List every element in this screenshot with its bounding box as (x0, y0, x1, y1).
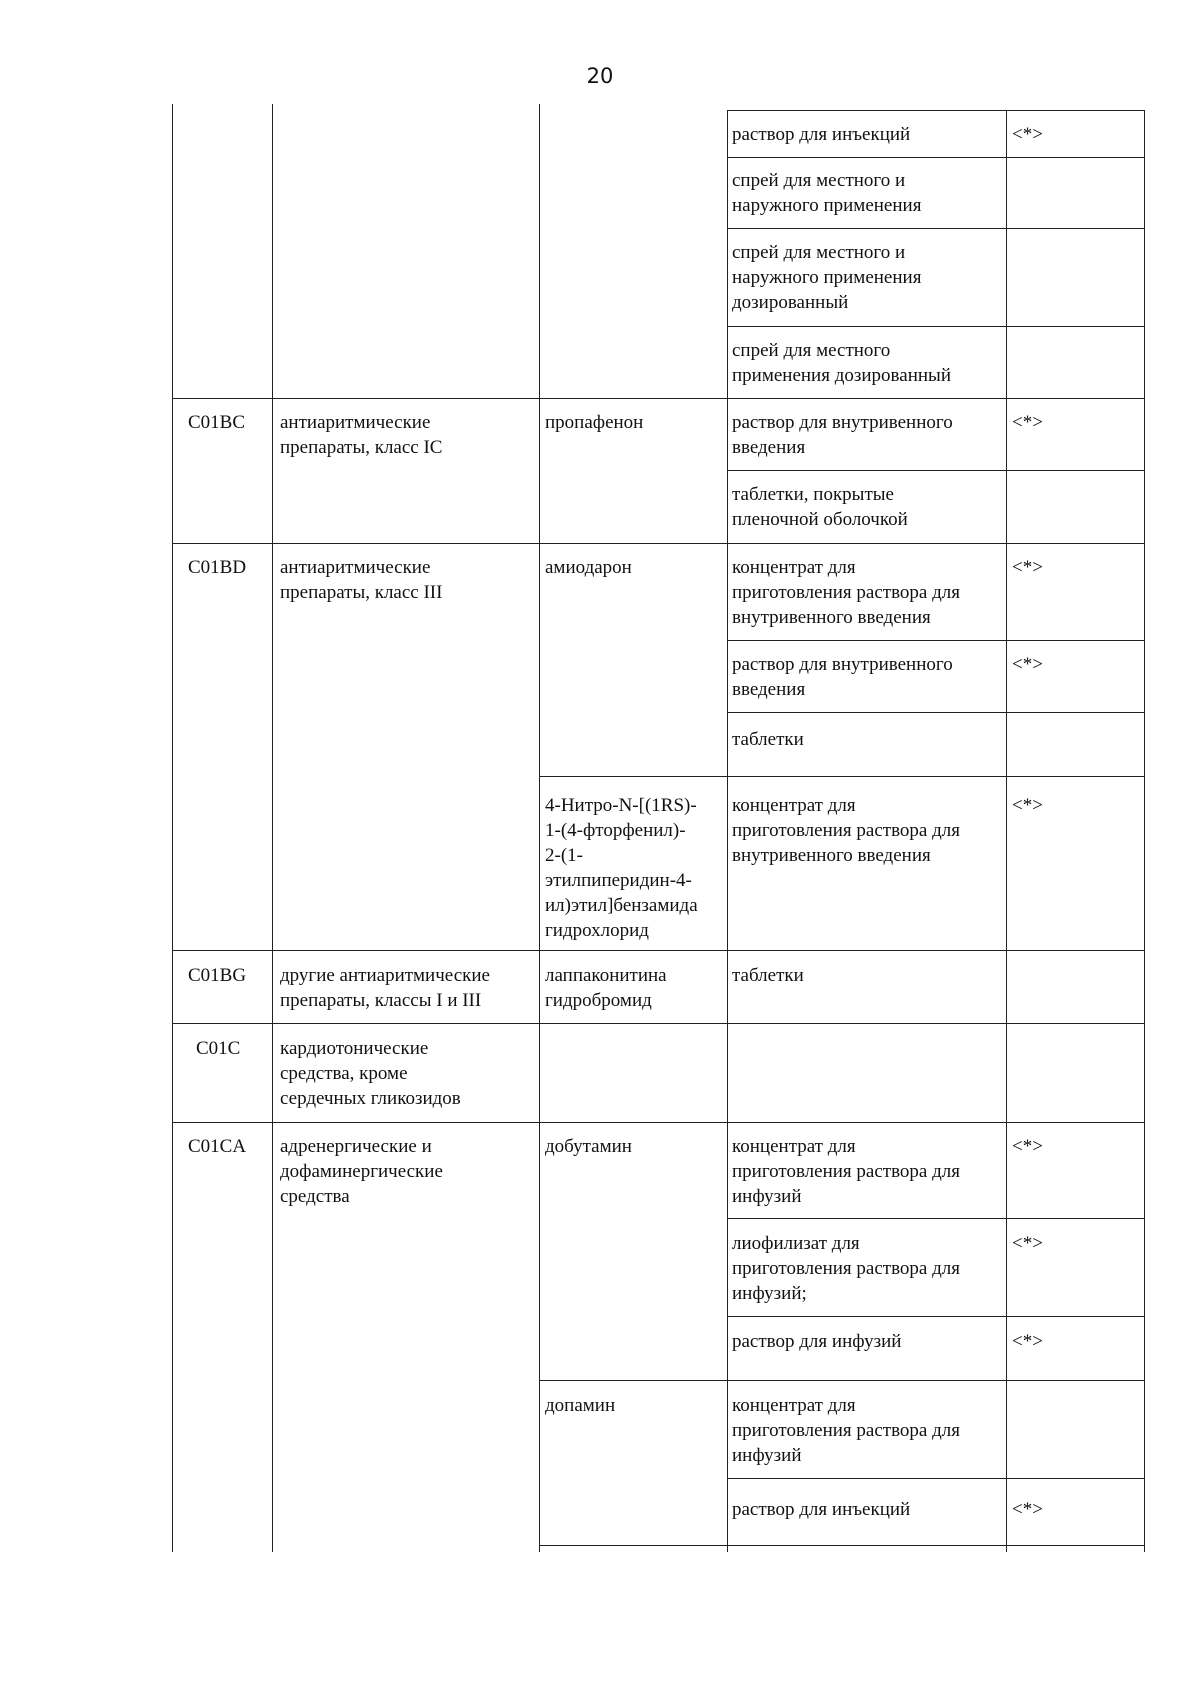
prescription-mark: <*> (1012, 1136, 1043, 1157)
table-line (539, 1545, 1144, 1546)
prescription-mark: <*> (1012, 124, 1043, 145)
atc-code: C01BG (188, 965, 247, 986)
prescription-mark: <*> (1012, 557, 1043, 578)
page-number: 20 (586, 64, 614, 88)
dosage-form: раствор для внутривенного введения (732, 412, 953, 458)
dosage-form: концентрат для приготовления раствора для инфузий (732, 1395, 960, 1466)
table-line (172, 104, 173, 1552)
table-line (172, 950, 1144, 951)
atc-group: адренергические и дофаминергические средства (280, 1136, 443, 1207)
table-line (727, 326, 1144, 327)
atc-group: антиаритмические препараты, класс IC (280, 412, 443, 458)
table-line (727, 1478, 1144, 1479)
drug-name: амиодарон (545, 557, 632, 578)
prescription-mark: <*> (1012, 795, 1043, 816)
drug-name: добутамин (545, 1136, 632, 1157)
dosage-form: таблетки (732, 965, 804, 986)
dosage-form: раствор для внутривенного введения (732, 654, 953, 700)
dosage-form: таблетки, покрытые пленочной оболочкой (732, 484, 908, 530)
table-line (727, 1316, 1144, 1317)
table-line (727, 1218, 1144, 1219)
dosage-form: лиофилизат для приготовления раствора для инфузий; (732, 1233, 960, 1304)
dosage-form: спрей для местного и наружного применения (732, 170, 922, 216)
atc-code: C01BD (188, 557, 247, 578)
dosage-form: спрей для местного применения дозированный (732, 340, 951, 386)
table-line (1144, 110, 1145, 1552)
atc-code: C01BC (188, 412, 246, 433)
table-line (539, 104, 540, 1552)
atc-code: C01C (196, 1038, 241, 1059)
drug-name: пропафенон (545, 412, 644, 433)
dosage-form: концентрат для приготовления раствора для внутривенного введения (732, 557, 960, 628)
dosage-form: спрей для местного и наружного применения дозированный (732, 242, 922, 313)
table-line (172, 1023, 1144, 1024)
dosage-form: концентрат для приготовления раствора для внутривенного введения (732, 795, 960, 866)
drug-name: лаппаконитина гидробромид (545, 965, 667, 1011)
dosage-form: таблетки (732, 729, 804, 750)
table-line (727, 110, 1144, 111)
table-line (727, 470, 1144, 471)
prescription-mark: <*> (1012, 654, 1043, 675)
prescription-mark: <*> (1012, 412, 1043, 433)
prescription-mark: <*> (1012, 1499, 1043, 1520)
drug-name: 4-Нитро-N-[(1RS)- 1-(4-фторфенил)- 2-(1- этилпиперидин-4- ил)этил]бензамида гидрохлорид (545, 795, 698, 941)
table-line (539, 1380, 1144, 1381)
table-line (727, 640, 1144, 641)
dosage-form: раствор для инфузий (732, 1331, 902, 1352)
dosage-form: раствор для инъекций (732, 124, 911, 145)
prescription-mark: <*> (1012, 1233, 1043, 1254)
atc-group: антиаритмические препараты, класс III (280, 557, 443, 603)
table-line (172, 398, 1144, 399)
dosage-form: раствор для инъекций (732, 1499, 911, 1520)
table-line (727, 157, 1144, 158)
drug-name: допамин (545, 1395, 616, 1416)
table-line (172, 1122, 1144, 1123)
table-line (727, 712, 1144, 713)
table-line (172, 543, 1144, 544)
atc-group: другие антиаритмические препараты, классы I и III (280, 965, 490, 1011)
atc-code: C01CA (188, 1136, 247, 1157)
dosage-form: концентрат для приготовления раствора для инфузий (732, 1136, 960, 1207)
atc-group: кардиотонические средства, кроме сердечных гликозидов (280, 1038, 461, 1109)
prescription-mark: <*> (1012, 1331, 1043, 1352)
table-line (539, 776, 1144, 777)
table-line (272, 104, 273, 1552)
table-line (727, 228, 1144, 229)
